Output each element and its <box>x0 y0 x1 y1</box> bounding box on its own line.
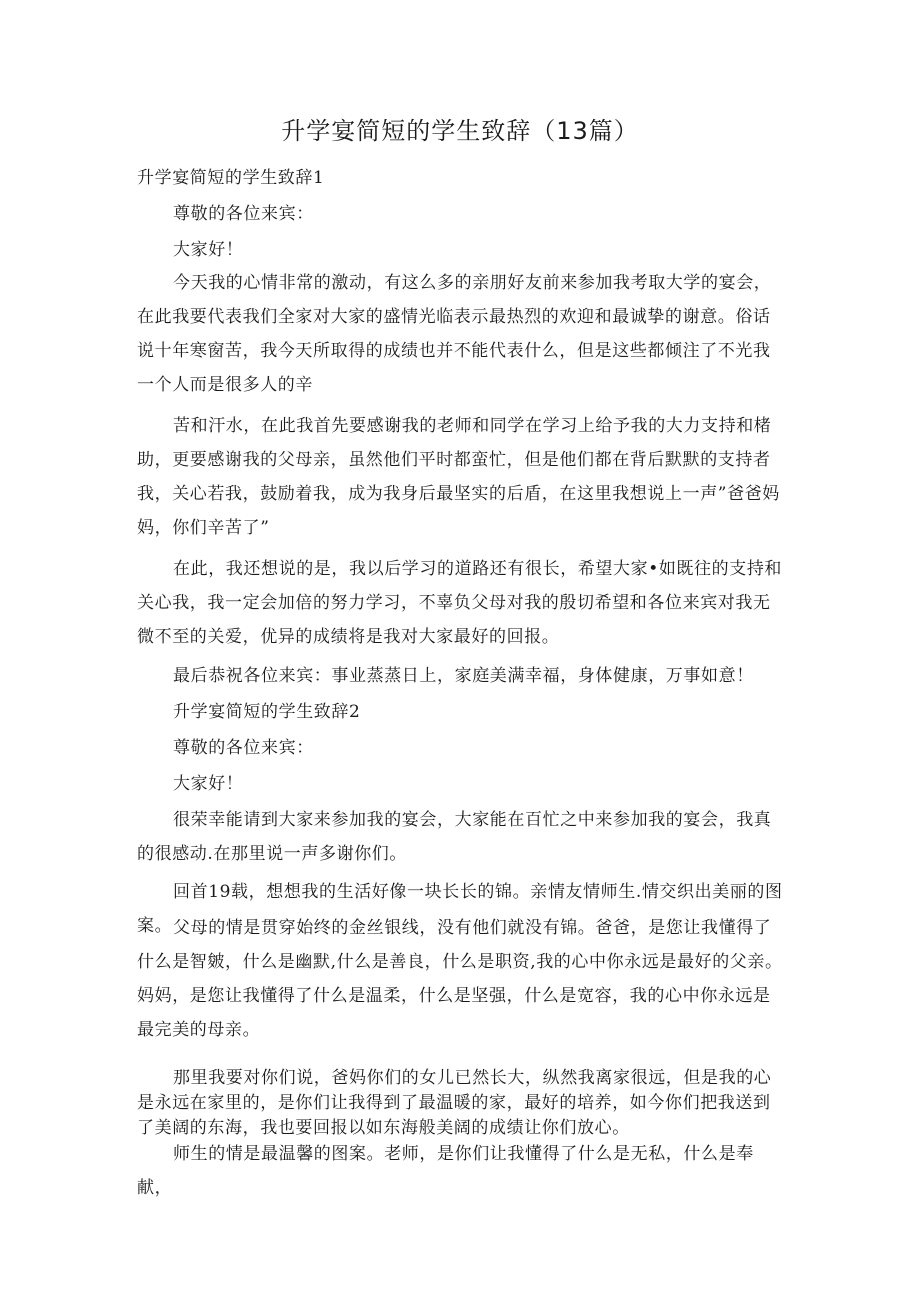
section-heading: 升学宴简短的学生致辞1 <box>137 168 325 188</box>
section-heading: 升学宴简短的学生致辞2 <box>173 702 361 722</box>
paragraph: 在此，我还想说的是，我以后学习的道路还有很长，希望大家•如既往的支持和关心我，我一定会加倍的努力学习，不辜负父母对我的殷切希望和各位来宾对我无微不至的关爱，优异的成绩将是我对大家最好的回报。 <box>137 559 783 647</box>
paragraph: 回首19载，想想我的生活好像一块长长的锦。亲情友情师生.情交织出美丽的图案。 <box>137 882 783 936</box>
paragraph: 大家好！ <box>173 240 244 260</box>
paragraph: 师生的情是最温馨的图案。老师，是你们让我懂得了什么是无私，什么是奉献， <box>137 1144 754 1198</box>
paragraph: 很荣幸能请到大家来参加我的宴会，大家能在百忙之中来参加我的宴会，我真的很感动.在那里说一声多谢你们。 <box>137 810 772 864</box>
paragraph: 最后恭祝各位来宾：事业蒸蒸日上，家庭美满幸福，身体健康，万事如意！ <box>173 666 754 686</box>
document-title: 升学宴简短的学生致辞（13篇） <box>281 117 639 145</box>
paragraph: 那里我要对你们说，爸妈你们的女儿已然长大，纵然我离家很远，但是我的心是永远在家里的，是你们让我得到了最温暖的家，最好的培养，如今你们把我送到了美阔的东海，我也要回报以如东海般美阔的成绩让你们放心。 <box>137 1068 772 1138</box>
paragraph: 大家好！ <box>173 774 244 794</box>
paragraph: 尊敬的各位来宾： <box>173 738 314 758</box>
paragraph: 尊敬的各位来宾： <box>173 204 314 224</box>
paragraph: 今天我的心情非常的激动，有这么多的亲朋好友前来参加我考取大学的宴会，在此我要代表我们全家对大家的盛情光临表示最热烈的欢迎和最诚挚的谢意。俗话说十年寒窗苦，我今天所取得的成绩也并不能代表什么，但是这些都倾注了不光我一个人而是很多人的辛 <box>137 273 772 395</box>
paragraph: 苦和汗水，在此我首先要感谢我的老师和同学在学习上给予我的大力支持和楮助，更要感谢我的父母亲，虽然他们平时都蛮忙，但是他们都在背后默默的支持者我，关心若我，鼓励着我，成为我身后最坚实的后盾，在这里我想说上一声”爸爸妈妈，你们辛苦了” <box>137 416 780 538</box>
paragraph: 父母的情是贯穿始终的金丝银线，没有他们就没有锦。爸爸，是您让我懂得了什么是智皴，什么是幽默,什么是善良，什么是职资,我的心中你永远是最好的父亲。妈妈，是您让我懂得了什么是温柔，什么是坚强，什么是宽容，我的心中你永远是最完美的母亲。 <box>137 918 783 1040</box>
